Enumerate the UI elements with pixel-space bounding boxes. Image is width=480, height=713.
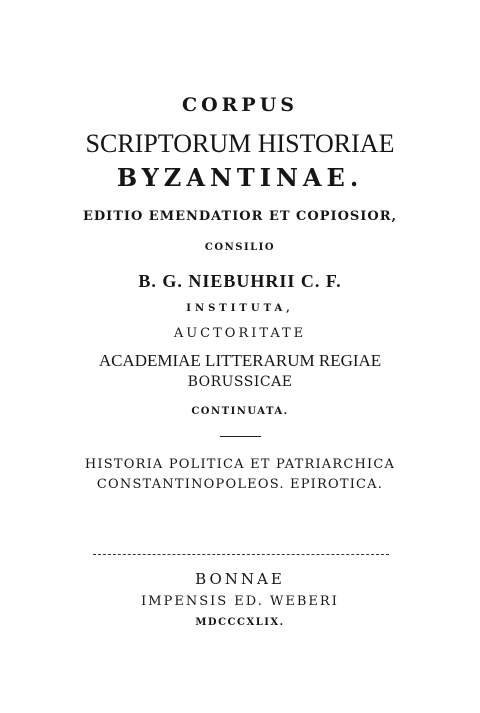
volume-title-line-2: CONSTANTINOPOLEOS. EPIROTICA.	[96, 477, 384, 492]
academy-line-2: BORUSSICAE	[187, 374, 293, 390]
imprint-city: BONNAE	[195, 570, 285, 588]
series-title-line-2: SCRIPTORUM HISTORIAE	[85, 129, 395, 158]
short-divider-rule	[220, 436, 261, 437]
imprint-publisher: IMPENSIS ED. WEBERI	[141, 594, 339, 609]
founder-name: B. G. NIEBUHRII C. F.	[138, 271, 342, 291]
continuata-label: CONTINUATA.	[191, 406, 289, 417]
edition-statement: EDITIO EMENDATIOR ET COPIOSIOR,	[82, 209, 398, 224]
volume-title-line-1: HISTORIA POLITICA ET PATRIARCHICA	[84, 457, 396, 472]
series-title-line-3: BYZANTINAE.	[116, 163, 364, 192]
consilio-label: CONSILIO	[204, 242, 276, 253]
imprint-divider-rule	[93, 554, 389, 555]
instituta-label: INSTITUTA,	[186, 303, 294, 314]
academy-line-1: ACADEMIAE LITTERARUM REGIAE	[98, 351, 382, 370]
auctoritate-label: AUCTORITATE	[173, 326, 307, 341]
imprint-year: MDCCCXLIX.	[195, 617, 285, 628]
series-title-line-1: CORPUS	[181, 94, 299, 116]
